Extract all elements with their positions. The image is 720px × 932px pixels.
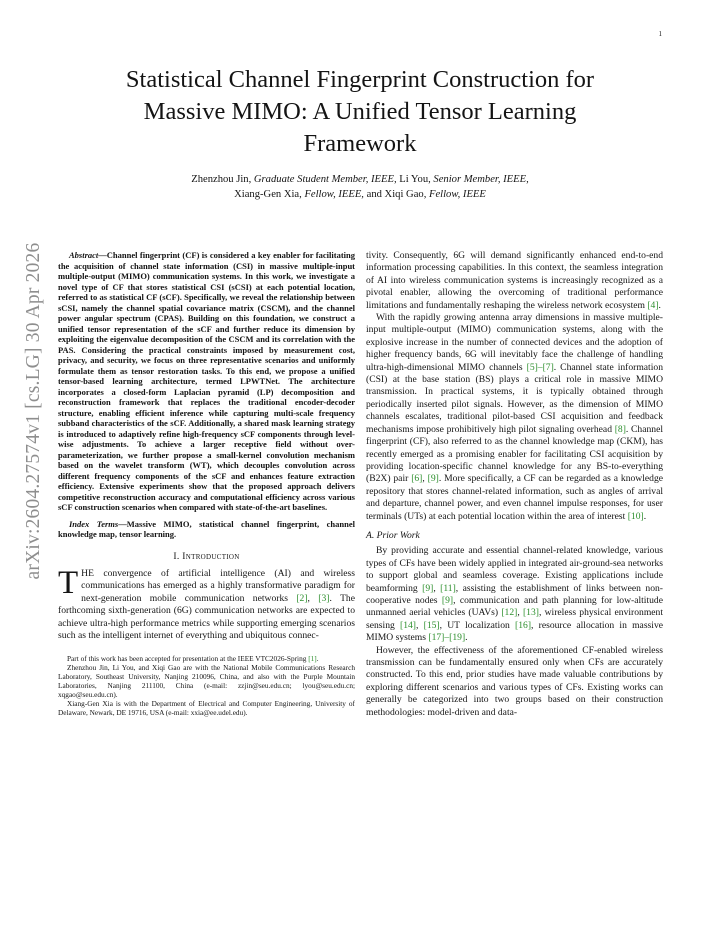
body-text: tivity. Consequently, 6G will demand significantly enhanced end-to-end information processing capabilities. In this context, the seamless integration of AI into wireless communication systems is increasingly recognized as a pivotal enabler, allowing the overcoming of traditional performance limitations and fundamentally reshaping the wireless network ecosystem [366,250,663,311]
body-paragraph [366,312,663,523]
paper-title [70,64,650,160]
citation-link[interactable]: [14] [400,619,416,631]
footnote: Zhenzhou Jin, Li You, and Xiqi Gao are with the National Mobile Communications Research Laboratory, Southeast University, Nanjing 210096, China, and also with the Purple Mountain Laboratories, Nanjing 211100, China (e-mail: zzjin@seu.edu.cn; lyou@seu.edu.cn; xqgao@seu.edu.cn). [58,663,355,700]
abstract [58,250,355,513]
body-text: , [433,582,441,594]
footnote: Xiang-Gen Xia is with the Department of Electrical and Computer Engineering, University of Delaware, Newark, DE 19716, USA (e-mail: xxia@ee.udel.edu). [58,699,355,718]
citation-link[interactable]: [4] [647,299,659,311]
body-text: , UT localization [439,619,516,631]
footnote [58,654,355,663]
body-text: . [465,632,468,644]
subsection-heading-prior-work: A. Prior Work [366,529,420,541]
body-text: By providing accurate and essential channel-related knowledge, various types of CFs have been widely applied in integrated air-ground-sea networks to support global and seamless coverage. Existing applications include beamforming [366,545,663,594]
section-heading-introduction: I. Introduction [173,550,240,562]
citation-link[interactable]: [8] [614,423,626,435]
footnote-text: Part of this work has been accepted for presentation at the IEEE VTC2026-Spring [67,654,309,664]
body-text: , [517,607,523,619]
body-text: . [658,299,661,311]
body-paragraph [366,250,663,312]
title-line: Massive MIMO: A Unified Tensor Learning [143,98,577,125]
index-terms-dash: — [118,518,127,529]
author-role: Fellow, IEEE [429,189,486,200]
body-text: HE convergence of artificial intelligence (AI) and wireless communications has emerged as a highly transformative paradigm for next-generation mobile communication networks [81,567,355,604]
body-text: , wireless physical environment sensing [366,607,663,631]
footnote-text: . [316,654,319,664]
citation-link[interactable]: [10] [627,510,644,522]
citation-link[interactable]: [9] [427,473,439,485]
body-text: , [422,473,428,485]
body-text: . Channel fingerprint (CF), also referred to as the channel knowledge map (CKM), has recently emerged as a promising enabler for facilitating CSI acquisition by providing location-specific channel knowledge for any BS-to-everything (B2X) pair [366,423,663,485]
body-text: . More specifically, a CF can be regarded as a knowledge repository that stores channel-related information, such as angles of arrival and departure, channel power, and even channel impulse responses, for user terminals (UTs) at each potential location within the area of interest [366,473,664,522]
author-name: Zhenzhou Jin, [191,174,254,185]
left-column [58,250,355,717]
citation-link[interactable]: [15] [423,619,440,631]
index-terms-text: Massive MIMO, statistical channel fingerprint, channel knowledge map, tensor learning. [58,518,355,539]
author-name: and Xiqi Gao, [363,189,429,200]
body-text: With the rapidly growing antenna array dimensions in massive multiple-input multiple-output (MIMO) communication systems, along with the explosive increase in the number of connected devices and the adoption of higher frequency bands, 6G will inevitably face the challenge of handling ultra-high-dimensional MIMO channels [366,312,663,373]
drop-cap: T [58,564,79,601]
body-text: . Channel state information (CSI) at the base station (BS) plays a critical role in massive MIMO transmission. In practical systems, it is typically obtained through periodically inserted pilot signals. However, as the dimension of MIMO channels escalates, traditional pilot-based CSI acquisition and feedback mechanisms impose prohibitively high pilot signaling overhead [366,361,663,435]
citation-link[interactable]: [1] [308,654,317,664]
citation-link[interactable]: [2] [296,592,308,604]
abstract-dash: — [98,250,107,260]
citation-link[interactable]: [12] [501,607,518,619]
citation-link[interactable]: [9] [422,582,434,594]
citation-link[interactable]: [9] [441,594,454,606]
author-line [70,187,650,202]
body-text: , [416,619,424,631]
footnotes [58,654,355,717]
page-number: 1 [658,30,662,38]
arxiv-identifier-stamp[interactable]: arXiv:2604.27574v1 [cs.LG] 30 Apr 2026 [23,242,44,580]
citation-link[interactable]: [3] [318,592,330,604]
citation-link[interactable]: [6] [411,473,423,485]
author-name: Li You, [396,174,434,185]
body-text: , resource allocation in massive MIMO systems [366,619,664,644]
author-role: Senior Member, IEEE, [433,174,529,185]
index-terms-label: Index Terms [69,518,119,529]
citation-link[interactable]: [11] [440,582,456,594]
body-text: , [307,592,319,604]
author-name: Xiang-Gen Xia, [234,189,305,200]
citation-link[interactable]: [5]–[7] [526,361,554,373]
title-line: Statistical Channel Fingerprint Construction for [125,66,595,93]
author-list [70,172,650,202]
body-text: , communication and path planning for low-altitude unmanned aerial vehicles (UAVs) [366,594,663,619]
abstract-text: Channel fingerprint (CF) is considered a key enabler for facilitating the acquisition of channel state information (CSI) in massive multiple-input multiple-output (MIMO) communication systems. In this work, we investigate a novel type of CF that stores statistical CSI (sCSI) at each potential location, referred to as statistical CF (sCF). Specifically, we reveal the relationship between sCSI, namely the channel spatial covariance matrix (CSCM), and the channel power angular spectrum (CPAS). Building on this foundation, we construct a unified tensor representation of the sCF and further reduce its dimension by exploiting the eigenvalue decomposition of the CSCM and its correlation with the PAS. Considering the practical constraints imposed by measurement cost, privacy, and security, we focus on three representative scenarios and uniformly formulate them as tensor restoration tasks. To this end, we propose a unified tensor-based learning architecture, termed LPWTNet. The architecture incorporates a closed-form Laplacian pyramid (LP) decomposition and reconstruction framework that replaces the traditional encoder-decoder structure, enabling efficient inference while capturing multi-scale frequency subband characteristics of the sCF. Additionally, a shared mask learning strategy is introduced to adaptively refine high-frequency sCF components through level-wise adjustments. To achieve a larger receptive field without over-parameterization, we further propose a small-kernel convolution mechanism based on the wavelet transform (WT), which decouples convolution across different frequency components of the sCF and enhances feature extraction efficiency. Extensive experiments show that the proposed approach delivers competitive reconstruction accuracy and computational efficiency across various sCF construction scenarios when compared with state-of-the-art baselines. [58,250,355,512]
author-role: Fellow, IEEE, [304,189,364,200]
author-role: Graduate Student Member, IEEE, [253,174,397,185]
citation-link[interactable]: [13] [522,607,539,619]
right-column [366,250,663,719]
index-terms [58,519,355,540]
body-text: . The forthcoming sixth-generation (6G) communication networks are expected to achieve ultra-high performance metrics while supporting emerging scenarios such as the intelligent internet of everything and ubiquitous connec- [58,592,355,641]
title-line: Framework [303,130,417,157]
intro-paragraph [58,564,355,642]
body-text: . [643,510,647,522]
body-text: , assisting the establishment of links between non-cooperative nodes [366,582,663,606]
citation-link[interactable]: [16] [515,619,532,631]
author-line [70,172,650,187]
body-paragraph [366,545,663,644]
citation-link[interactable]: [17]–[19] [428,632,466,644]
body-paragraph: However, the effectiveness of the aforementioned CF-enabled wireless transmission can be fundamentally ensured only when CFs are accurately constructed. To this end, prior studies have made valuable contributions by exploring different scenarios and various types of CFs. Existing works can generally be categorized into two groups based on their construction methodologies: model-driven and data- [366,644,663,718]
abstract-label: Abstract [69,250,99,260]
